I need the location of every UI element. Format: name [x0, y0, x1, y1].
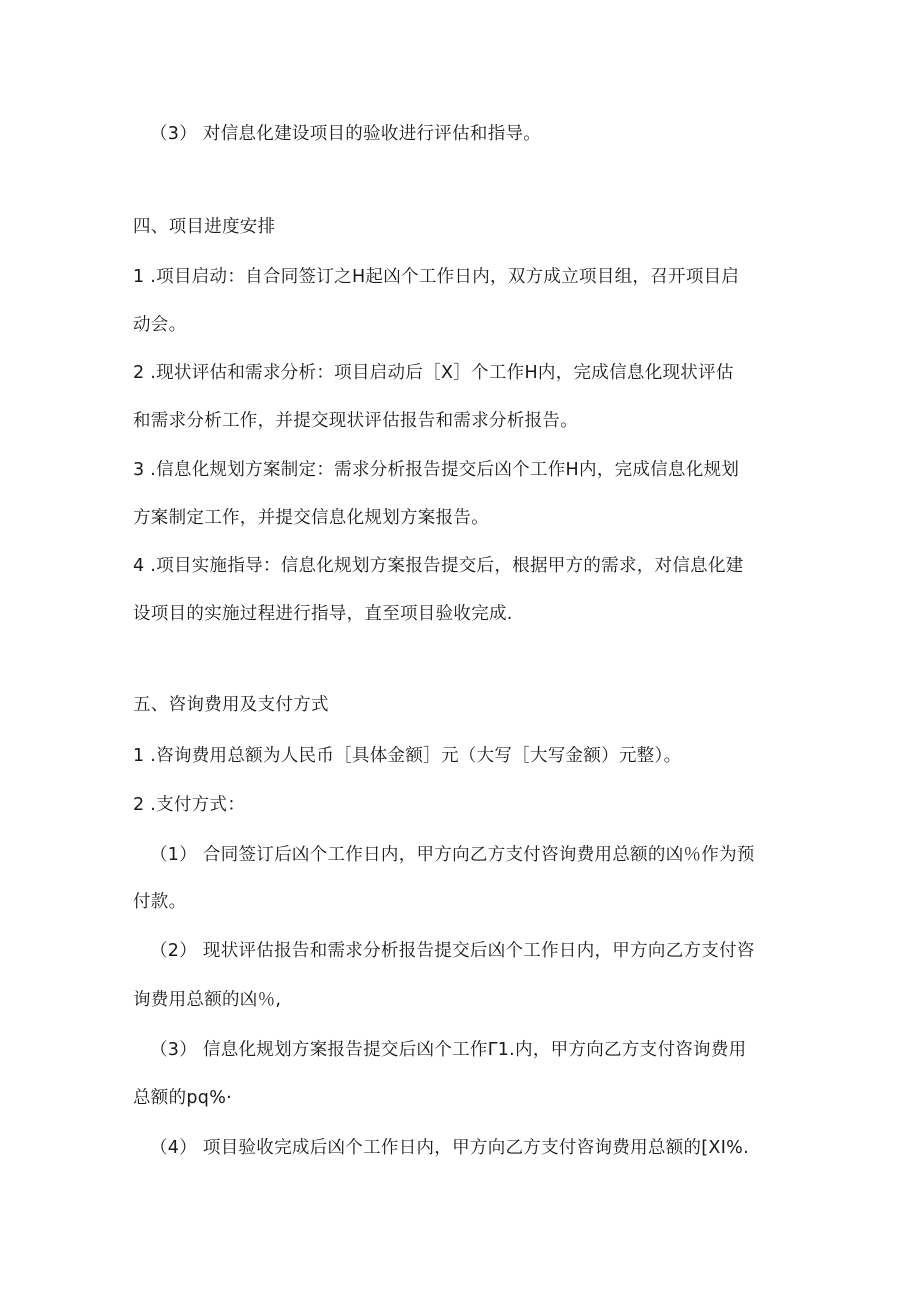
payment-item-3-line-1: （3） 信息化规划方案报告提交后凶个工作Γ1.内，甲方向乙方支付咨询费用 — [150, 1040, 747, 1060]
schedule-item-1-line-1: 1 .项目启动：自合同签订之H起凶个工作日内，双方成立项目组，召开项目启 — [133, 267, 740, 287]
payment-item-4: （4） 项目验收完成后凶个工作日内，甲方向乙方支付咨询费用总额的[XI%. — [150, 1138, 749, 1158]
payment-item-2-line-1: （2） 现状评估报告和需求分析报告提交后凶个工作日内，甲方向乙方支付咨 — [150, 941, 755, 961]
fee-item-1: 1 .咨询费用总额为人民币［具体金额］元（大写［大写金额）元整）。 — [133, 746, 682, 766]
schedule-item-4-line-2: 设项目的实施过程进行指导，直至项目验收完成. — [133, 604, 513, 624]
schedule-item-3-line-2: 方案制定工作，并提交信息化规划方案报告。 — [133, 508, 489, 528]
payment-item-1-line-1: （1） 合同签订后凶个工作日内，甲方向乙方支付咨询费用总额的凶％作为预 — [150, 845, 755, 865]
payment-item-2-line-2: 询费用总额的凶％, — [133, 990, 282, 1010]
acceptance-guidance-item: （3） 对信息化建设项目的验收进行评估和指导。 — [150, 124, 542, 144]
schedule-item-1-line-2: 动会。 — [133, 315, 187, 335]
payment-item-3-line-2: 总额的pq%· — [133, 1088, 233, 1108]
schedule-item-2-line-2: 和需求分析工作，并提交现状评估报告和需求分析报告。 — [133, 411, 578, 431]
schedule-item-3-line-1: 3 .信息化规划方案制定：需求分析报告提交后凶个工作H内，完成信息化规划 — [133, 460, 740, 480]
schedule-item-2-line-1: 2 .现状评估和需求分析：项目启动后［X］个工作H内，完成信息化现状评估 — [133, 363, 734, 383]
fee-item-2: 2 .支付方式： — [133, 795, 246, 815]
payment-item-1-line-2: 付款。 — [133, 892, 187, 912]
section-heading-fees: 五、咨询费用及支付方式 — [133, 695, 329, 715]
section-heading-schedule: 四、项目进度安排 — [133, 217, 276, 237]
schedule-item-4-line-1: 4 .项目实施指导：信息化规划方案报告提交后，根据甲方的需求，对信息化建 — [133, 556, 744, 576]
